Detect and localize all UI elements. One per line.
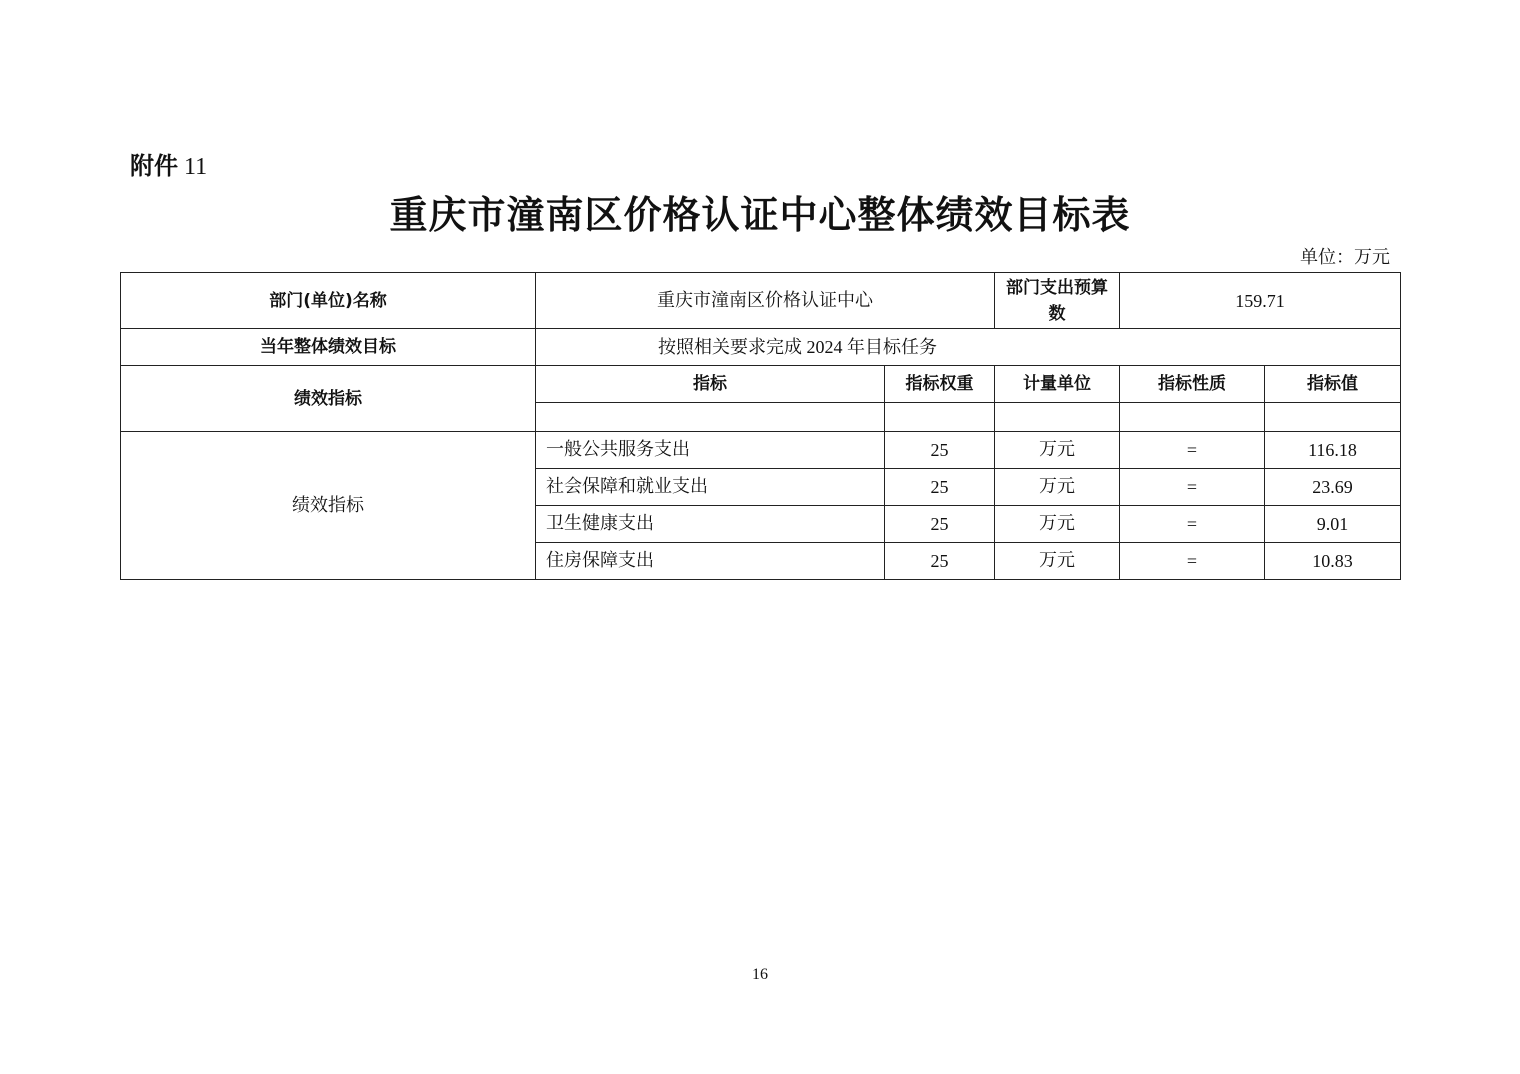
empty-cell bbox=[1120, 403, 1265, 432]
indicator-value: 23.69 bbox=[1265, 469, 1401, 506]
goal-label: 当年整体绩效目标 bbox=[121, 329, 536, 366]
table-row bbox=[121, 432, 1401, 469]
indicator-weight: 25 bbox=[885, 543, 995, 580]
empty-cell bbox=[995, 403, 1120, 432]
empty-cell bbox=[1265, 403, 1401, 432]
unit-label: 单位：万元 bbox=[1300, 247, 1390, 267]
attachment-label bbox=[130, 146, 207, 181]
indicator-name: 社会保障和就业支出 bbox=[536, 469, 885, 506]
indicator-header-row bbox=[121, 366, 1401, 403]
indicator-weight: 25 bbox=[885, 432, 995, 469]
header-unit: 计量单位 bbox=[995, 366, 1120, 403]
empty-cell bbox=[885, 403, 995, 432]
indicator-value: 116.18 bbox=[1265, 432, 1401, 469]
indicator-name: 卫生健康支出 bbox=[536, 506, 885, 543]
indicator-unit: 万元 bbox=[995, 506, 1120, 543]
indicator-value: 10.83 bbox=[1265, 543, 1401, 580]
budget-label: 部门支出预算数 bbox=[995, 273, 1120, 329]
header-weight: 指标权重 bbox=[885, 366, 995, 403]
indicator-nature: = bbox=[1120, 432, 1265, 469]
indicator-name: 住房保障支出 bbox=[536, 543, 885, 580]
indicator-unit: 万元 bbox=[995, 432, 1120, 469]
indicator-nature: = bbox=[1120, 506, 1265, 543]
indicator-weight: 25 bbox=[885, 506, 995, 543]
indicator-nature: = bbox=[1120, 469, 1265, 506]
performance-table bbox=[120, 272, 1401, 580]
header-nature: 指标性质 bbox=[1120, 366, 1265, 403]
indicator-value: 9.01 bbox=[1265, 506, 1401, 543]
goal-text: 按照相关要求完成 2024 年目标任务 bbox=[536, 329, 1401, 366]
attachment-text: 附件 bbox=[130, 152, 178, 180]
indicator-unit: 万元 bbox=[995, 543, 1120, 580]
dept-row bbox=[121, 273, 1401, 329]
indicator-nature: = bbox=[1120, 543, 1265, 580]
dept-name-value: 重庆市潼南区价格认证中心 bbox=[536, 273, 995, 329]
page-title: 重庆市潼南区价格认证中心整体绩效目标表 bbox=[389, 192, 1131, 237]
goal-row bbox=[121, 329, 1401, 366]
indicator-group-label: 绩效指标 bbox=[121, 432, 536, 580]
indicator-name: 一般公共服务支出 bbox=[536, 432, 885, 469]
indicator-weight: 25 bbox=[885, 469, 995, 506]
header-indicator: 指标 bbox=[536, 366, 885, 403]
dept-name-label: 部门(单位)名称 bbox=[121, 273, 536, 329]
attachment-number: 11 bbox=[184, 154, 208, 180]
header-value: 指标值 bbox=[1265, 366, 1401, 403]
budget-value: 159.71 bbox=[1120, 273, 1401, 329]
indicator-unit: 万元 bbox=[995, 469, 1120, 506]
indicator-section-label: 绩效指标 bbox=[121, 366, 536, 432]
page-number: 16 bbox=[752, 966, 768, 983]
empty-cell bbox=[536, 403, 885, 432]
